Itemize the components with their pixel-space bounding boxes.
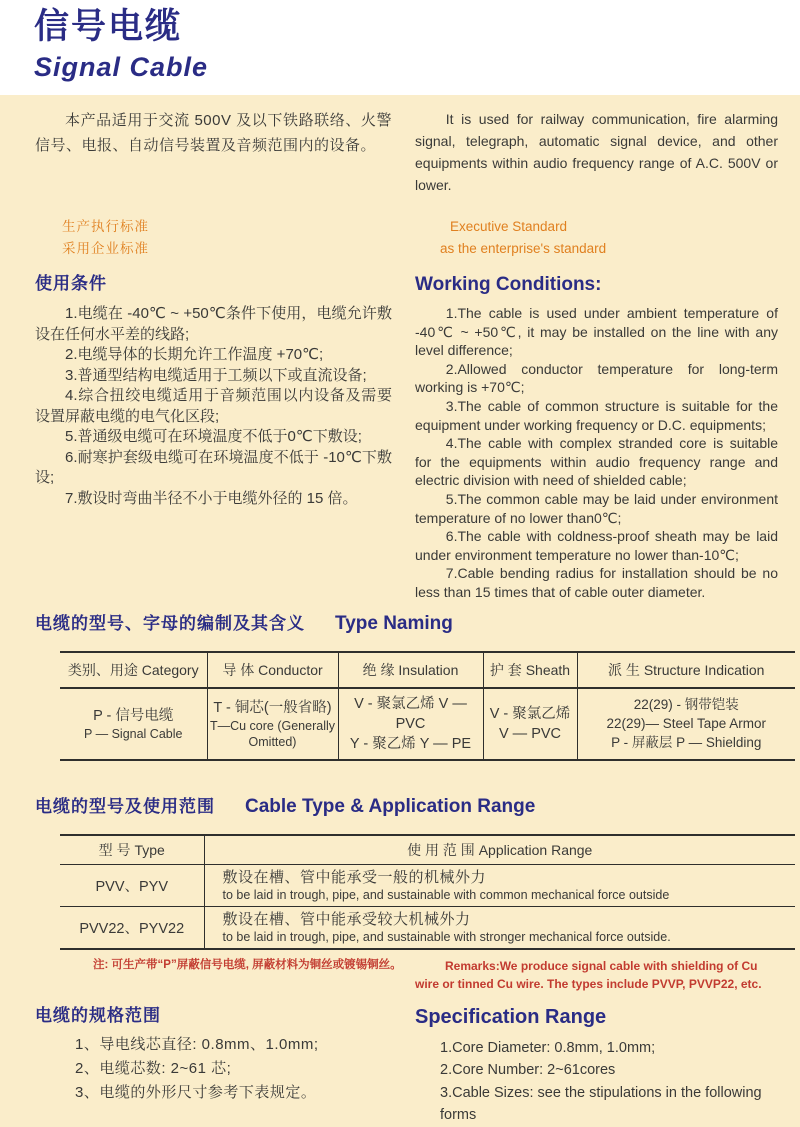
condition-item-zh: 1.电缆在 -40℃ ~ +50℃条件下使用，电缆允许敷设在任何水平差的线路; <box>35 305 392 343</box>
conductor-zh: T - 铜芯(一般省略) <box>213 699 332 716</box>
working-conditions-en <box>415 273 778 602</box>
note-en: Remarks:We produce signal cable with shielding of Cu wire or tinned Cu wire. The types include PVVP, PVVP22, etc. <box>415 958 762 991</box>
condition-item-zh: 5.普通级电缆可在环境温度不低于0℃下敷设; <box>65 428 362 445</box>
sheath-en: V — PVC <box>498 725 562 742</box>
note-zh: 注: 可生产带“P”屏蔽信号电缆, 屏蔽材料为铜丝或镀锡铜丝。 <box>93 958 402 971</box>
intro-paragraph-en: It is used for railway communication, fire alarming signal, telegraph, automatic signal device, and other equipments within audio frequency range of A.C. 500V or lower. <box>415 111 778 193</box>
standards-zh-line2: 采用企业标准 <box>62 241 149 256</box>
condition-item-zh: 7.敷设时弯曲半径不小于电缆外径的 15 倍。 <box>65 489 358 507</box>
range-zh: 敷设在槽、管中能承受一般的机械外力 <box>222 868 487 886</box>
working-conditions-section <box>35 273 778 602</box>
condition-item-zh: 4.综合扭绞电缆适用于音频范围以内设备及需要设置屏蔽电缆的电气化区段; <box>35 387 392 425</box>
standards-section <box>35 216 778 260</box>
standards-zh <box>35 216 392 260</box>
insulation-line1: V - 聚氯乙烯 V — PVC <box>354 695 467 732</box>
structure-line3: P - 屏蔽层 P — Shielding <box>611 735 762 750</box>
spec-item-zh: 1、导电线芯直径: 0.8mm、1.0mm; <box>75 1035 319 1053</box>
spec-item-en: 3.Cable Sizes: see the stipulations in the following forms <box>440 1084 762 1123</box>
category-zh: P - 信号电缆 <box>93 707 174 724</box>
working-conditions-zh <box>35 273 392 602</box>
cable-type: PVV、PYV <box>60 864 204 906</box>
insulation-line2: Y - 聚乙烯 Y — PE <box>349 735 472 752</box>
page-body <box>0 108 800 1127</box>
sheath-zh: V - 聚氯乙烯 <box>489 705 571 722</box>
specification-zh <box>35 1005 392 1127</box>
cell-sheath <box>483 688 577 760</box>
specification-heading-en: Specification Range <box>415 1005 607 1028</box>
col-header-category: 类别、用途 Category <box>60 652 207 688</box>
application-range-header-row <box>60 835 795 865</box>
application-range-heading-zh: 电缆的型号及使用范围 <box>35 796 215 816</box>
page-title-english: Signal Cable <box>34 52 209 82</box>
spec-item-en: 2.Core Number: 2~61cores <box>440 1062 616 1078</box>
table-row <box>60 906 795 949</box>
standards-zh-line1: 生产执行标准 <box>62 219 149 234</box>
col-header-sheath: 护 套 Sheath <box>483 652 577 688</box>
specification-en <box>415 1005 778 1127</box>
range-en: to be laid in trough, pipe, and sustainable with stronger mechanical force outside. <box>222 929 671 944</box>
working-conditions-heading-en: Working Conditions: <box>415 274 602 295</box>
cell-conductor <box>207 688 338 760</box>
specification-section <box>35 1005 778 1127</box>
cell-structure <box>577 688 795 760</box>
condition-item-en: 3.The cable of common structure is suitable for the equipment under working frequency or D.C. equipments; <box>415 397 778 433</box>
condition-item-zh: 6.耐寒护套级电缆可在环境温度不低于 -10℃下敷设; <box>35 448 392 486</box>
notes-section <box>35 957 778 993</box>
col-header-conductor: 导 体 Conductor <box>207 652 338 688</box>
condition-item-en: 5.The common cable may be laid under environment temperature of no lower than0℃; <box>415 490 778 526</box>
structure-line2: 22(29)— Steel Tape Armor <box>606 716 767 731</box>
intro-section <box>35 108 778 196</box>
condition-item-en: 2.Allowed conductor temperature for long-term working is +70℃; <box>415 360 778 396</box>
cable-type: PVV22、PYV22 <box>60 906 204 949</box>
condition-item-en: 6.The cable with coldness-proof sheath may be laid under environment temperature no lower than-10℃; <box>415 528 778 563</box>
range-zh: 敷设在槽、管中能承受较大机械外力 <box>222 910 471 928</box>
standards-en <box>415 216 778 260</box>
type-naming-table <box>60 651 795 761</box>
spec-item-zh: 2、电缆芯数: 2~61 芯; <box>75 1059 232 1077</box>
condition-item-zh: 2.电缆导体的长期允许工作温度 +70℃; <box>65 346 324 363</box>
condition-item-en: 1.The cable is used under ambient temperature of -40℃ ~ +50℃, it may be installed on the line with any level difference; <box>415 305 778 359</box>
application-range-heading-en: Cable Type & Application Range <box>245 795 536 817</box>
type-naming-heading-zh: 电缆的型号、字母的编制及其含义 <box>35 613 305 633</box>
col-header-insulation: 绝 缘 Insulation <box>338 652 483 688</box>
spec-item-zh: 3、电缆的外形尺寸参考下表规定。 <box>75 1083 317 1101</box>
application-range-table <box>60 834 795 950</box>
type-naming-header-row <box>60 652 795 688</box>
specification-heading-zh: 电缆的规格范围 <box>35 1005 161 1025</box>
page-title-chinese: 信号电缆 <box>34 7 183 46</box>
working-conditions-heading-zh: 使用条件 <box>35 274 107 293</box>
cable-range <box>204 864 795 906</box>
cell-category <box>60 688 207 760</box>
condition-item-zh: 3.普通型结构电缆适用于工频以下或直流设备; <box>65 366 367 384</box>
page-masthead <box>0 0 800 95</box>
col-header-structure: 派 生 Structure Indication <box>577 652 795 688</box>
category-en: P — Signal Cable <box>84 726 183 741</box>
spec-item-en: 1.Core Diameter: 0.8mm, 1.0mm; <box>440 1039 656 1056</box>
condition-item-en: 7.Cable bending radius for installation should be no less than 15 times that of cable outer diameter. <box>415 565 778 600</box>
type-naming-body-row <box>60 688 795 760</box>
standards-en-line2: as the enterprise's standard <box>440 241 607 256</box>
standards-en-line1: Executive Standard <box>450 219 568 234</box>
conductor-en: T—Cu core (Generally Omitted) <box>209 718 336 749</box>
type-naming-heading <box>35 612 778 636</box>
structure-line1: 22(29) - 钢带铠装 <box>633 697 739 712</box>
condition-item-en: 4.The cable with complex stranded core is suitable for the equipments within audio frequency range and electric division with need of shielded cable; <box>415 435 778 489</box>
intro-paragraph-zh: 本产品适用于交流 500V 及以下铁路联络、火警信号、电报、自动信号装置及音频范围内的设备。 <box>35 112 392 154</box>
type-naming-heading-en: Type Naming <box>335 612 453 634</box>
range-en: to be laid in trough, pipe, and sustainable with common mechanical force outside <box>222 887 670 902</box>
col-header-type: 型 号 Type <box>60 835 204 865</box>
table-row <box>60 864 795 906</box>
cable-range <box>204 906 795 949</box>
cell-insulation <box>338 688 483 760</box>
application-range-heading <box>35 795 778 819</box>
col-header-range: 使 用 范 围 Application Range <box>204 835 795 865</box>
